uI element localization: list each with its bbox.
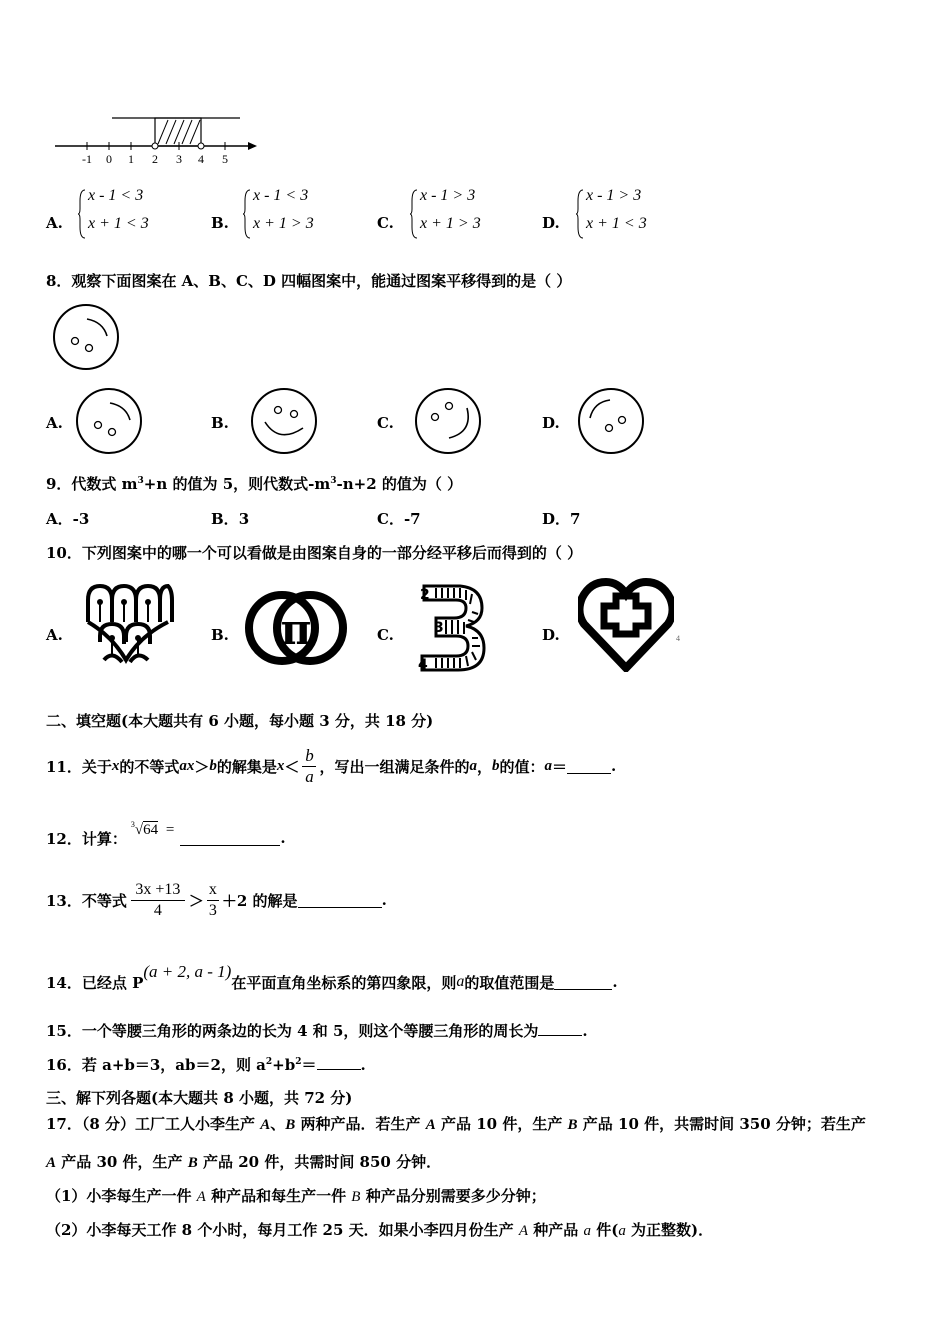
q8-option-c-label[interactable]: C. (377, 414, 394, 432)
q16-answer-blank[interactable] (317, 1055, 361, 1070)
q10-option-a-label[interactable]: A. (46, 626, 63, 644)
q9-option-d[interactable]: D．7 (542, 510, 581, 528)
tick-label: 1 (128, 152, 134, 166)
shaded-solution-region (155, 118, 201, 146)
q17-sub-2: （2）小李每天工作 8 个小时，每月工作 25 天．如果小李四月份生产 A 种产品 a 件(a 为正整数)． (46, 1221, 714, 1239)
q13-answer-blank[interactable] (298, 892, 382, 908)
number-line-figure (50, 108, 265, 170)
q8-option-b-face[interactable] (249, 386, 319, 456)
q8-option-a-label[interactable]: A. (46, 414, 63, 432)
q10-option-b-label[interactable]: B. (211, 626, 229, 644)
q7-option-b-label[interactable]: B. (211, 214, 229, 232)
q9-option-a[interactable]: A．-3 (46, 510, 90, 528)
q7-option-d-label[interactable]: D. (542, 214, 560, 232)
q11-fraction: $\frac{b}{a}$ (302, 746, 316, 787)
q17-line-1: 17．（8 分）工厂工人小李生产 A、B 两种产品．若生产 A 产品 10 件，生产 B 产品 10 件，共需时间 350 分钟；若生产 (46, 1115, 866, 1133)
q9-option-c[interactable]: C．-7 (377, 510, 421, 528)
open-point-4 (198, 143, 204, 149)
q12-answer-blank[interactable] (180, 830, 280, 846)
q12-cube-root: 3 √64 = (130, 819, 175, 838)
q11-answer-blank[interactable] (567, 758, 611, 774)
figure-c-label-3: 3 (434, 620, 444, 636)
q16-question: 16．若 a+b＝3，ab＝2，则 $a^2+b^2=$ . (46, 1056, 366, 1074)
figure-c-label-2: 2 (420, 587, 430, 603)
q10-option-a-figure[interactable] (82, 582, 174, 672)
tick-label: 0 (106, 152, 112, 166)
q10-option-b-figure[interactable] (244, 586, 348, 670)
q13-fraction-right: $\frac{x}{3}$ (208, 880, 217, 919)
q13-question: 13．不等式 $\frac{3x +13}{4}$ ＞ $\frac{x}{3}$ ＋2 的解是 . (46, 880, 387, 919)
q13-fraction-left: $\frac{3x +13}{4}$ (131, 880, 185, 921)
section-2-title: 二、填空题(本大题共有 6 小题，每小题 3 分，共 18 分) (46, 712, 434, 730)
q10-option-c-label[interactable]: C. (377, 626, 394, 644)
q10-option-d-figure[interactable] (578, 576, 674, 672)
q8-option-d-label[interactable]: D. (542, 414, 560, 432)
q14-answer-blank[interactable] (554, 974, 612, 990)
q8-option-d-face[interactable] (576, 386, 646, 456)
q8-option-b-label[interactable]: B. (211, 414, 229, 432)
q9-option-b[interactable]: B．3 (211, 510, 250, 528)
q8-option-c-face[interactable] (413, 386, 483, 456)
tick-label: -1 (82, 152, 92, 166)
q15-question: 15．一个等腰三角形的两条边的长为 4 和 5，则这个等腰三角形的周长为 . (46, 1022, 588, 1040)
tick-label: 2 (152, 152, 158, 166)
q10-option-d-label[interactable]: D. (542, 626, 560, 644)
q14-point-coordinates: (a + 2, a - 1) (143, 962, 232, 981)
q7-option-c-label[interactable]: C. (377, 214, 394, 232)
q12-question: 12．计算： 3 √64 = . (46, 819, 286, 848)
q15-answer-blank[interactable] (538, 1021, 582, 1036)
q8-reference-face (51, 302, 121, 372)
q8-option-a-face[interactable] (74, 386, 144, 456)
section-3-title: 三、解下列各题(本大题共 8 小题，共 72 分) (46, 1089, 353, 1107)
q11-question: 11．关于 x 的不等式 ax ＞ b 的解集是 x ＜ $\frac{b}{a}$ ，写出一组满足条件的 a ， b 的值： a ＝ . (46, 745, 617, 786)
open-point-2 (152, 143, 158, 149)
tick-label: 4 (198, 152, 204, 166)
figure-c-label-4: 4 (418, 657, 428, 673)
pi-symbol: π (280, 605, 312, 654)
tick-label: 5 (222, 152, 228, 166)
tick-label: 3 (176, 152, 182, 166)
q17-line-2: A 产品 30 件，生产 B 产品 20 件，共需时间 850 分钟． (46, 1153, 442, 1171)
axis-arrow (248, 142, 257, 150)
q10-option-c-figure[interactable] (416, 580, 488, 674)
q7-option-a-label[interactable]: A. (46, 214, 63, 232)
q14-question: 14．已经点 P (a + 2, a - 1) 在平面直角坐标系的第四象限，则 a 的取值范围是 . (46, 962, 618, 992)
q17-sub-1: （1）小李每生产一件 A 种产品和每生产一件 B 种产品分别需要多少分钟； (46, 1187, 546, 1205)
stray-mark: 4 (676, 634, 680, 643)
q8-stem: 8．观察下面图案在 A、B、C、D 四幅图案中，能通过图案平移得到的是（ ） (46, 272, 572, 290)
q9-stem: 9．代数式 $m^3+n$ 的值为 5，则代数式$-m^3-n+2$ 的值为（ ） (46, 475, 463, 493)
q10-stem: 10．下列图案中的哪一个可以看做是由图案自身的一部分经平移后而得到的（ ） (46, 544, 583, 562)
